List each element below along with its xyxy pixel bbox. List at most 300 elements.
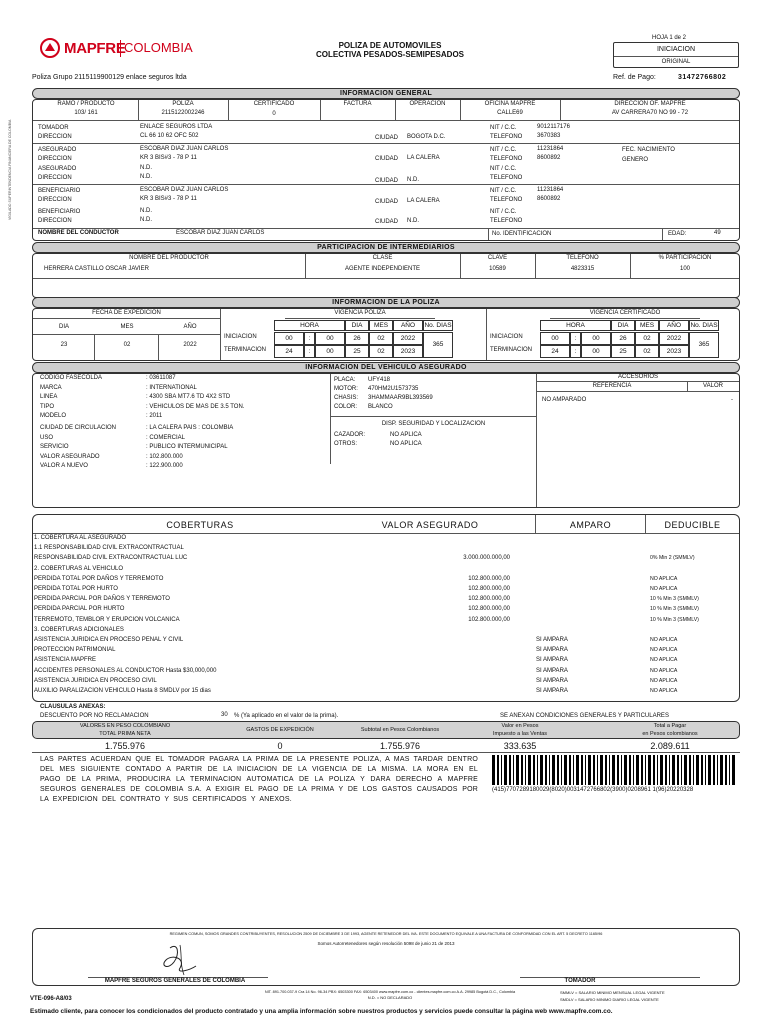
tot-h1b: TOTAL PRIMA NETA: [99, 731, 151, 737]
cobertura-name: 2. COBERTURAS AL VEHICULO: [34, 565, 124, 572]
section-vehiculo: INFORMACION DEL VEHICULO ASEGURADO: [32, 362, 740, 373]
tot-h1a: VALORES EN PESO COLOMBIANO: [79, 723, 171, 729]
vig-cert-dias-value: 365: [689, 332, 719, 358]
barcode-bar: [725, 755, 727, 785]
brand-divider: [120, 40, 121, 57]
vehiculo-value: : 2011: [146, 413, 163, 420]
amparo-header: AMPARO: [569, 520, 612, 530]
tot-h4a: Valor en Pesos: [501, 723, 539, 729]
signature-icon: [150, 940, 220, 980]
vehiculo-id-label: COLOR:: [334, 404, 358, 410]
direccion-of-value: AV CARRERA70 NO 99 - 72: [611, 110, 689, 116]
beneficiario-address: KR 3 BIS#3 - 78 P 11: [140, 196, 197, 202]
exp-anio-value: 2022: [183, 342, 197, 348]
vig-cert-terminacion-label: TERMINACION: [490, 347, 532, 353]
vig-cert-ter-field-1: :: [570, 345, 581, 358]
deducible-header: DEDUCIBLE: [664, 520, 721, 530]
int-header-clave: CLAVE: [487, 255, 508, 261]
total-prima-neta: 1.755.976: [104, 741, 146, 751]
vehiculo-label: SERVICIO: [40, 444, 69, 451]
barcode-bar: [533, 755, 535, 785]
asegurado-dir-label: DIRECCION: [38, 156, 72, 162]
barcode-bar: [509, 755, 511, 785]
cobertura-amparo: SI AMPARA: [536, 667, 568, 674]
barcode-bar: [713, 755, 715, 785]
vehiculo-label: TIPO: [40, 403, 55, 410]
cobertura-amparo: SI AMPARA: [536, 647, 568, 654]
asegurado-nit: 11231864: [537, 146, 564, 152]
asegurado-ciudad: LA CALERA: [407, 155, 440, 161]
asegurado-nit-label: NIT / C.C.: [490, 147, 517, 153]
cobertura-deducible: NO APLICA: [650, 667, 678, 674]
barcode-bar: [669, 755, 670, 785]
cobertura-name: PERDIDA PARCIAL POR DAÑOS Y TERREMOTO: [34, 596, 170, 603]
vehiculo-value: : 122.900.000: [146, 463, 183, 470]
barcode-bar: [732, 755, 735, 785]
cobertura-name: PROTECCION PATRIMONIAL: [34, 647, 116, 654]
descuento-note: % (Ya aplicado en el valor de la prima).: [234, 713, 339, 719]
exp-mes-value: 02: [123, 342, 131, 348]
legal-text: LAS PARTES ACUERDAN QUE EL TOMADOR PAGARA LA PRIMA DE LA PRESENTE POLIZA, A MAS TARDAR DENTRO DEL MES SIGUIENTE CONTADO A PARTIR DE LA INICIACION DE LA VIGENCIA DE LA MISMA. LA MORA EN EL PAGO DE LA PRIMA, PRODUCIRA LA TERMINACION AUTOMATICA DE LA POLIZA Y DARA DERECHO A MAPFRE SEGUROS GENERALES DE COLOMBIA S.A. A EXIGIR EL PAGO DE LA PRIMA Y DE LOS GASTOS CAUSADOS POR LA EXPEDICION DEL CONTRATO Y SUS CERTIFICADOS Y ANEXOS.: [40, 756, 478, 803]
cobertura-amparo: SI AMPARA: [536, 657, 568, 664]
cobertura-name: 1. COBERTURA AL ASEGURADO: [34, 535, 127, 541]
asegurado2-label: ASEGURADO: [38, 166, 77, 172]
oficina-label: OFICINA MAPFRE: [484, 101, 536, 107]
int-header-telefono: TELEFONO: [566, 255, 599, 261]
firma-mapfre: MAPFRE SEGUROS GENERALES DE COLOMBIA: [104, 978, 246, 984]
asegurado2-nit-label: NIT / C.C.: [490, 166, 517, 172]
vig-cert-ter-field-4: 02: [635, 345, 659, 358]
poliza-value: 2115122002246: [161, 110, 205, 116]
barcode-bar: [653, 755, 655, 785]
cobertura-name: PERDIDA PARCIAL POR HURTO: [34, 606, 125, 613]
iniciacion-label: INICIACION: [656, 46, 696, 53]
tomador-ciudad: BOGOTA D.C.: [407, 134, 446, 140]
disp-value: NO APLICA: [390, 441, 422, 447]
barcode-bar: [585, 755, 586, 785]
vig-cert-iniciacion-label: INICIACION: [490, 334, 523, 340]
vig-poliza-dias-header: No. DIAS: [424, 322, 452, 329]
tomador-nit: 9012117176: [537, 124, 570, 130]
vig-poliza-mes-header: MES: [369, 320, 393, 331]
oficina-value: CALLE69: [497, 110, 523, 116]
vehiculo-id-label: CHASIS:: [334, 395, 359, 401]
barcode-bar: [693, 755, 694, 785]
cobertura-name: RESPONSABILIDAD CIVIL EXTRACONTRACTUAL LUC: [34, 555, 188, 562]
descuento-value: 30: [221, 712, 228, 718]
cobertura-valor: 3.000.000.000,00: [463, 555, 510, 562]
beneficiario-ciudad-label-1: CIUDAD: [375, 178, 399, 184]
cobertura-name: ASISTENCIA JURIDICA EN PROCESO PENAL Y CIVIL: [34, 637, 184, 643]
barcode-bar: [624, 755, 627, 785]
vehiculo-value: : 102.800.000: [146, 453, 183, 460]
policy-title-2: COLECTIVA PESADOS-SEMIPESADOS: [315, 50, 465, 59]
vig-cert-hora-header: HORA: [540, 320, 611, 331]
ramo-label: RAMO / PRODUCTO: [57, 101, 115, 107]
nit-line: NIT. 891.700.037-9 Cra 14 No. 96-34 PBX: 6503300 FAX: 6503400 www.mapfre.com.co - clientes.mapfre.com.co A.A. 29985 Bogotá D.C., Colombia: [264, 990, 516, 994]
tot-h5b: en Pesos colombianos: [642, 731, 698, 737]
barcode-bar: [701, 755, 703, 785]
barcode: [492, 755, 737, 785]
mapfre-emblem-icon: [40, 38, 60, 58]
int-header-clase: CLASE: [372, 255, 393, 261]
bottom-note: Estimado cliente, para conocer los condicionados del producto contratado y una amplia información sobre nuestros productos y servicios puede consultar la página web www.mapfre.com.co.: [30, 1008, 613, 1015]
beneficiario2-nit-label: NIT / C.C.: [490, 209, 517, 215]
fecha-exp-label: FECHA DE EXPEDICION: [92, 310, 161, 316]
tomador-dir-label: DIRECCION: [38, 134, 72, 140]
vehiculo-label: VALOR ASEGURADO: [40, 453, 100, 460]
barcode-bar: [629, 755, 631, 785]
cobertura-deducible: 0% Min 2 (SMMLV): [650, 555, 695, 562]
vehiculo-value: : LA CALERA PAIS : COLOMBIA: [146, 425, 234, 431]
cobertura-deducible: 10 % Min 3 (SMMLV): [650, 606, 699, 613]
exp-mes-label: MES: [120, 324, 134, 330]
disp-label: OTROS:: [334, 441, 358, 447]
cobertura-deducible: NO APLICA: [650, 688, 678, 694]
barcode-bar: [521, 755, 523, 785]
conductor-id-label: No. IDENTIFICACION: [492, 231, 552, 237]
vehiculo-label: MODELO: [40, 413, 67, 420]
cob-header: COBERTURAS: [166, 520, 234, 530]
beneficiario2-tel-label: TELEFONO: [490, 218, 523, 224]
barcode-bar: [497, 755, 499, 785]
cobertura-name: PERDIDA TOTAL POR HURTO: [34, 586, 118, 592]
beneficiario-ciudad-2: LA CALERA: [407, 198, 440, 204]
section-info-general: INFORMACION GENERAL: [32, 88, 740, 99]
smdlv-note: SMDLV = SALARIO MINIMO DIARIO LEGAL VIGENTE: [560, 997, 659, 1002]
barcode-bar: [645, 755, 646, 785]
vehiculo-id-label: PLACA:: [334, 377, 356, 383]
side-vertical-text: VIGILADO SUPERINTENDENCIA FINANCIERA DE COLOMBIA: [8, 119, 12, 220]
vig-cert-anio-header: AÑO: [659, 320, 689, 331]
barcode-bar: [696, 755, 699, 785]
vig-poliza-ter-field-5: 2023: [393, 345, 423, 358]
barcode-bar: [689, 755, 691, 785]
autoret-text: Somos Autorretenedores según resolución 5098 de junio 21 de 2013: [317, 941, 455, 946]
vehiculo-id-value: 470HM2U1573735: [368, 386, 419, 392]
barcode-text: (415)7707289180029(8020)0031472766802(3900)0208961 1(96)20220328: [492, 787, 694, 793]
tot-h4b: Impuesto a las Ventas: [492, 731, 548, 737]
beneficiario-tel-label: TELEFONO: [490, 197, 523, 203]
vig-poliza-ter-field-4: 02: [369, 345, 393, 358]
int-clase: AGENTE INDEPENDIENTE: [344, 266, 420, 272]
cobertura-valor: 102.800.000,00: [468, 586, 510, 592]
accesorios-ref-header: REFERENCIA VALOR: [537, 382, 739, 392]
barcode-bar: [636, 755, 639, 785]
barcode-bar: [501, 755, 502, 785]
barcode-bar: [545, 755, 547, 785]
barcode-bar: [581, 755, 583, 785]
exp-dia-value: 23: [60, 342, 68, 348]
direccion-of-label: DIRECCION OF. MAPFRE: [614, 101, 686, 107]
vig-poliza-hora-header: HORA: [274, 320, 345, 331]
asegurado-tel: 8600892: [537, 155, 561, 161]
ref-pago-label: Ref. de Pago:: [613, 74, 656, 81]
int-header-participacion: % PARTICIPACION: [658, 255, 712, 261]
form-code: VTE-096-A8/03: [30, 996, 72, 1002]
beneficiario-ciudad-1: N.D.: [407, 177, 419, 183]
barcode-bar: [540, 755, 543, 785]
beneficiario2-name: N.D.: [140, 208, 152, 214]
barcode-bar: [576, 755, 579, 785]
tomador-address: CL 66 10 62 OFC 502: [140, 133, 199, 139]
regimen-text: REGIMEN COMUN, SOMOS GRANDES CONTRIBUYENTES, RESOLUCION 2509 DE DICIEMBRE 3 DE 1993, AGENTE RETENEDOR DEL IVA. ESTE DOCUMENTO EQUIVALE A UNA FACTURA DE CONFORMIDAD CON EL ART. 5 DECRETO 1165/96: [169, 932, 603, 936]
vehiculo-box: [32, 373, 740, 508]
vig-poliza-ini-field-0: 00: [274, 332, 304, 345]
cobertura-deducible: 10 % Min 3 (SMMLV): [650, 596, 699, 603]
policy-title-1: POLIZA DE AUTOMOVILES: [338, 41, 442, 50]
barcode-bar: [657, 755, 658, 785]
vig-poliza-ini-field-4: 02: [369, 332, 393, 345]
tomador-ciudad-label: CIUDAD: [375, 135, 399, 141]
asegurado2-tel-label: TELEFONO: [490, 175, 523, 181]
descuento-label: DESCUENTO POR NO RECLAMACION: [40, 713, 149, 719]
disp-value: NO APLICA: [390, 432, 422, 438]
asegurado-tel-label: TELEFONO: [490, 156, 523, 162]
iva: 333.635: [503, 741, 537, 751]
barcode-bar: [557, 755, 559, 785]
vig-poliza-label: VIGENCIA POLIZA: [334, 310, 386, 316]
int-productor: HERRERA CASTILLO OSCAR JAVIER: [44, 266, 149, 272]
beneficiario2-dir-label: DIRECCION: [38, 218, 72, 224]
asegurado-address: KR 3 BIS#3 - 78 P 11: [140, 155, 197, 161]
tomador-name: ENLACE SEGUROS LTDA: [140, 124, 213, 130]
nd-note: N.D. = NO DECLARADO: [367, 995, 413, 1000]
page-number: HOJA 1 de 2: [652, 35, 687, 41]
vig-poliza-ter-field-0: 24: [274, 345, 304, 358]
beneficiario-nit: 11231864: [537, 187, 564, 193]
vehiculo-id-value: UFY418: [368, 377, 391, 383]
vig-poliza-dia-header: DIA: [345, 320, 369, 331]
asegurado-label: ASEGURADO: [38, 147, 77, 153]
tot-h3: Subtotal en Pesos Colombianos: [360, 727, 440, 733]
vehiculo-id-value: BLANCO: [368, 404, 393, 410]
asegurado2-dir-label: DIRECCION: [38, 175, 72, 181]
exp-anio-label: AÑO: [183, 324, 197, 330]
beneficiario-tel: 8600892: [537, 196, 561, 202]
barcode-bar: [660, 755, 663, 785]
barcode-bar: [564, 755, 567, 785]
vehiculo-value: : COMERCIAL: [146, 434, 186, 441]
cobertura-name: ACCIDENTES PERSONALES AL CONDUCTOR Hasta $30,000,000: [34, 667, 217, 674]
vig-cert-label: VIGENCIA CERTIFICADO: [589, 310, 661, 316]
barcode-bar: [708, 755, 711, 785]
vehiculo-value: : INTERNATIONAL: [146, 384, 197, 391]
cobertura-valor: 102.800.000,00: [468, 596, 510, 603]
vehiculo-label: MARCA: [40, 384, 62, 391]
cobertura-deducible: NO APLICA: [650, 657, 678, 664]
cobertura-name: AUXILIO PARALIZACION VEHICULO Hasta 8 SMDLV por 15 dias: [34, 688, 211, 694]
vehiculo-value: : PUBLICO INTERMUNICIPAL: [146, 444, 228, 451]
factura-label: FACTURA: [343, 101, 372, 107]
asegurado2-name: N.D.: [140, 165, 152, 171]
vig-poliza-ini-field-3: 26: [345, 332, 369, 345]
cobertura-amparo: SI AMPARA: [536, 677, 568, 684]
barcode-bar: [720, 755, 723, 785]
accesorios-title: ACCESORIOS: [537, 373, 739, 382]
barcode-bar: [665, 755, 667, 785]
vehiculo-value: : 4300 SBA MT7.6 TD 4X2 STD: [146, 394, 231, 401]
barcode-bar: [612, 755, 615, 785]
subtotal: 1.755.976: [379, 741, 421, 751]
barcode-bar: [516, 755, 519, 785]
conductor-label: NOMBRE DEL CONDUCTOR: [38, 230, 119, 236]
cobertura-deducible: NO APLICA: [650, 677, 678, 684]
conductor-edad-label: EDAD:: [668, 231, 687, 237]
barcode-bar: [677, 755, 679, 785]
iniciacion-box: [613, 42, 739, 68]
barcode-bar: [504, 755, 507, 785]
poliza-label: POLIZA: [172, 101, 194, 107]
beneficiario-ciudad-label-3: CIUDAD: [375, 219, 399, 225]
vig-cert-ter-field-2: 00: [581, 345, 611, 358]
valor-aseg-header: VALOR ASEGURADO: [381, 520, 479, 530]
barcode-bar: [705, 755, 706, 785]
cobertura-deducible: NO APLICA: [650, 575, 678, 582]
cobertura-name: TERREMOTO, TEMBLOR Y ERUPCION VOLCANICA: [34, 616, 180, 623]
vig-cert-ter-field-0: 24: [540, 345, 570, 358]
vig-poliza-iniciacion-label: INICIACION: [224, 334, 257, 340]
vig-poliza-ter-field-3: 25: [345, 345, 369, 358]
cobertura-valor: 102.800.000,00: [468, 616, 510, 623]
cobertura-name: ASISTENCIA JURIDICA EN PROCESO CIVIL: [34, 677, 157, 684]
beneficiario-ciudad-label-2: CIUDAD: [375, 199, 399, 205]
brand-country: COLOMBIA: [124, 40, 193, 55]
int-participacion: 100: [679, 266, 690, 272]
barcode-bars: [492, 755, 737, 785]
barcode-bar: [537, 755, 538, 785]
vig-cert-ter-field-3: 25: [611, 345, 635, 358]
asegurado-ciudad-label: CIUDAD: [375, 156, 399, 162]
poliza-grupo: Poliza Grupo 2115119900129 enlace seguros ltda: [32, 74, 187, 81]
asegurado-name: ESCOBAR DIAZ JUAN CARLOS: [140, 146, 229, 152]
vig-poliza-ter-field-1: :: [304, 345, 315, 358]
certificado-label: CERTIFICADO: [253, 101, 295, 107]
beneficiario-label: BENEFICIARIO: [38, 188, 81, 194]
barcode-bar: [552, 755, 555, 785]
vehiculo-id-label: MOTOR:: [334, 386, 358, 392]
fec-nacimiento-label: FEC. NACIMIENTO: [622, 147, 675, 153]
cobertura-name: PERDIDA TOTAL POR DAÑOS Y TERREMOTO: [34, 575, 164, 582]
vig-poliza-dias-value: 365: [423, 332, 453, 358]
vig-cert-ini-field-0: 00: [540, 332, 570, 345]
barcode-bar: [597, 755, 598, 785]
barcode-bar: [573, 755, 574, 785]
vig-poliza-ini-field-5: 2022: [393, 332, 423, 345]
anexan-text: SE ANEXAN CONDICIONES GENERALES Y PARTICULARES: [500, 713, 669, 719]
tot-h2: GASTOS DE EXPEDICIÓN: [246, 727, 314, 733]
disp-label: CAZADOR:: [334, 432, 366, 438]
barcode-bar: [672, 755, 675, 785]
barcode-bar: [605, 755, 607, 785]
barcode-bar: [569, 755, 571, 785]
beneficiario2-label: BENEFICIARIO: [38, 209, 81, 215]
vig-poliza-ini-field-2: 00: [315, 332, 345, 345]
barcode-bar: [513, 755, 514, 785]
barcode-bar: [717, 755, 718, 785]
vig-cert-ini-field-2: 00: [581, 332, 611, 345]
smmlv-note: SMMLV = SALARIO MINIMO MENSUAL LEGAL VIGENTE: [560, 990, 665, 995]
cobertura-valor: 102.800.000,00: [468, 575, 510, 582]
ramo-value: 103/ 161: [74, 110, 98, 116]
beneficiario-nit-label: NIT / C.C.: [490, 188, 517, 194]
ref-pago-value: 31472766802: [678, 74, 727, 81]
vehiculo-label: CODIGO FASECOLDA: [40, 375, 103, 381]
cobertura-amparo: SI AMPARA: [536, 688, 568, 694]
beneficiario-ciudad-3: N.D.: [407, 218, 419, 224]
vehiculo-label: USO: [40, 434, 54, 441]
cobertura-name: ASISTENCIA MAPFRE: [34, 657, 97, 664]
conductor-name: ESCOBAR DIAZ JUAN CARLOS: [176, 230, 265, 236]
int-header-nombre: NOMBRE DEL PRODUCTOR: [129, 255, 209, 261]
vehiculo-value: : 03611087: [146, 375, 176, 381]
vig-poliza-anio-header: AÑO: [393, 320, 423, 331]
vig-cert-mes-header: MES: [635, 320, 659, 331]
tomador-tel: 3670383: [537, 133, 561, 139]
int-clave: 10589: [489, 266, 506, 272]
cobertura-deducible: NO APLICA: [650, 647, 678, 654]
vig-poliza-ter-field-2: 00: [315, 345, 345, 358]
cobertura-deducible: NO APLICA: [650, 637, 678, 643]
vig-cert-dias-header: No. DIAS: [690, 322, 718, 329]
barcode-bar: [648, 755, 651, 785]
barcode-bar: [561, 755, 562, 785]
vig-cert-dia-header: DIA: [611, 320, 635, 331]
vig-cert-ini-field-1: :: [570, 332, 581, 345]
clausulas-title: CLAUSULAS ANEXAS:: [40, 704, 106, 710]
barcode-bar: [492, 755, 495, 785]
brand-name: MAPFRE: [64, 40, 126, 57]
mapfre-logo: [40, 38, 193, 60]
vig-cert-ini-field-4: 02: [635, 332, 659, 345]
barcode-bar: [641, 755, 643, 785]
barcode-bar: [600, 755, 603, 785]
vehiculo-label: LINEA: [40, 394, 58, 401]
vig-poliza-terminacion-label: TERMINACION: [224, 347, 266, 353]
barcode-bar: [528, 755, 531, 785]
vig-cert-ter-field-5: 2023: [659, 345, 689, 358]
barcode-bar: [633, 755, 634, 785]
vig-cert-ini-field-3: 26: [611, 332, 635, 345]
barcode-bar: [588, 755, 591, 785]
barcode-bar: [684, 755, 687, 785]
cobertura-deducible: NO APLICA: [650, 586, 678, 592]
cobertura-name: 3. COBERTURAS ADICIONALES: [34, 626, 124, 633]
beneficiario-name: ESCOBAR DIAZ JUAN CARLOS: [140, 187, 229, 193]
genero-label: GENERO: [622, 157, 649, 163]
certificado-value: 0: [272, 111, 276, 117]
beneficiario-dir-label: DIRECCION: [38, 197, 72, 203]
exp-dia-label: DIA: [58, 324, 69, 330]
int-telefono: 4823315: [570, 266, 595, 272]
firma-tomador: TOMADOR: [564, 978, 596, 984]
tomador-nit-label: NIT / C.C.: [490, 125, 517, 131]
barcode-bar: [525, 755, 526, 785]
tomador-label: TOMADOR: [38, 125, 69, 131]
vig-cert-ini-field-5: 2022: [659, 332, 689, 345]
operacion-label: OPERACION: [409, 101, 446, 107]
tot-h5a: Total a Pagar: [653, 723, 687, 729]
section-poliza-info: INFORMACION DE LA POLIZA: [32, 297, 740, 308]
conductor-edad: 49: [714, 230, 721, 236]
barcode-bar: [593, 755, 595, 785]
cobertura-deducible: 10 % Min 3 (SMMLV): [650, 616, 699, 623]
barcode-bar: [609, 755, 610, 785]
disp-title: DISP. SEGURIDAD Y LOCALIZACION: [381, 421, 486, 427]
section-intermediarios: PARTICIPACION DE INTERMEDIARIOS: [32, 242, 740, 253]
accesorio-ref: NO AMPARADO: [542, 397, 587, 403]
barcode-bar: [617, 755, 619, 785]
